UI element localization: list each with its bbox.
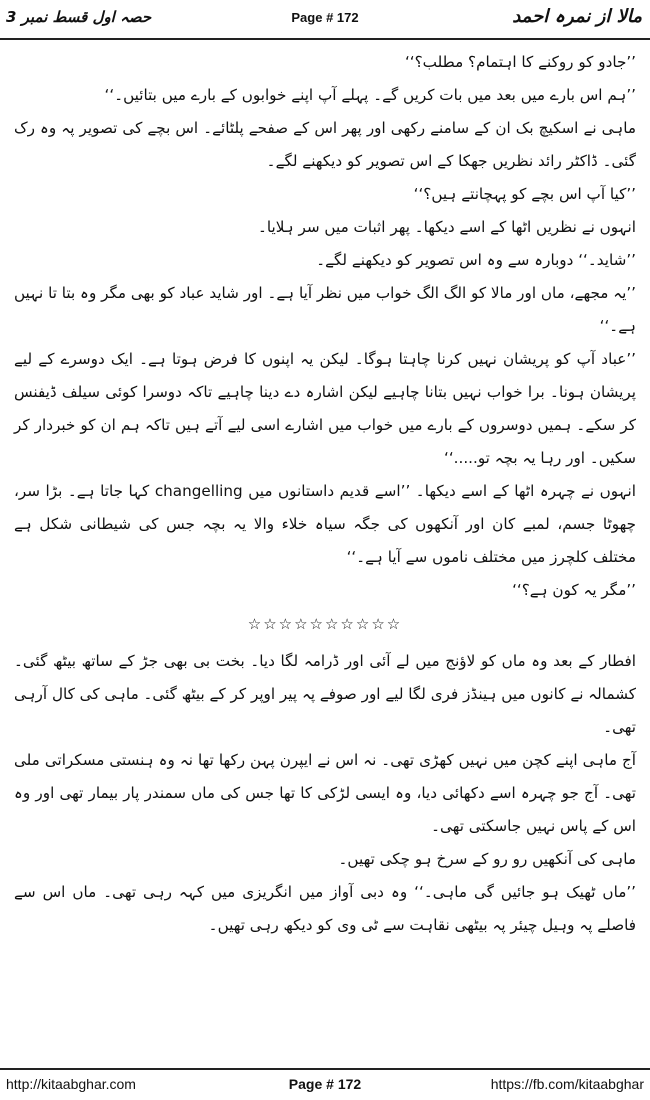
paragraph: ماہی نے اسکیچ بک ان کے سامنے رکھی اور پھر اس کے صفحے پلٹائے۔ اس بچے کی تصویر پہ وہ رک گئی۔ ڈاکٹر رائد نظریں جھکا کے اس تصویر کو دیکھنے لگے۔ [14,119,636,170]
paragraph: انہوں نے چہرہ اٹھا کے اسے دیکھا۔ ’’اسے قدیم داستانوں میں changelling کہا جاتا ہے۔ بڑا سر، چھوٹا جسم، لمبے کان اور آنکھوں کی جگہ سیاہ خلاء والا یہ بچہ جس کی شیطانی شکل ہے مختلف کلچرز میں مختلف ناموں سے آیا ہے۔‘‘ [14,482,636,566]
header-page-number: Page # 172 [291,10,359,25]
paragraph: ’’یہ مجھے، ماں اور مالا کو الگ الگ خواب میں نظر آیا ہے۔ اور شاید عباد کو بھی مگر وہ بتا تا نہیں ہے۔‘‘ [14,284,636,335]
page-footer [0,1068,650,1100]
paragraph: آج ماہی اپنے کچن میں نہیں کھڑی تھی۔ نہ اس نے ایپرن پہن رکھا تھا نہ وہ ہنستی مسکراتی ملی تھی۔ آج جو چہرہ اسے دکھائی دیا، وہ ایسی لڑکی کا تھا جس کی ماں سمندر پار بیمار تھی اور وہ اس کے پاس نہیں جاسکتی تھی۔ [14,751,636,835]
paragraph: انہوں نے نظریں اٹھا کے اسے دیکھا۔ پھر اثبات میں سر ہلایا۔ [257,218,636,236]
header-title: مالا از نمرہ احمد [512,6,642,27]
footer-facebook-link[interactable]: https://fb.com/kitaabghar [490,1076,644,1092]
paragraph: ’’ماں ٹھیک ہو جائیں گی ماہی۔‘‘ وہ دبی آواز میں انگریزی میں کہہ رہی تھی۔ ماں اس سے فاصلے پہ وہیل چیئر پہ بیٹھی نقاہت سے ٹی وی کو دیکھ رہی تھیں۔ [14,883,636,934]
paragraph: ’’جادو کو روکنے کا اہتمام؟ مطلب؟‘‘ [404,53,636,71]
paragraph: ماہی کی آنکھیں رو رو کے سرخ ہو چکی تھیں۔ [338,850,636,868]
page-header [0,0,650,40]
paragraph: ’’مگر یہ کون ہے؟‘‘ [512,581,636,599]
paragraph: ’’عباد آپ کو پریشان نہیں کرنا چاہتا ہوگا۔ لیکن یہ اپنوں کا فرض ہوتا ہے۔ ایک دوسرے کے لیے پریشان ہونا۔ برا خواب نہیں بتانا چاہیے لیکن اشارہ دے دینا چاہیے تاکہ دوسرا کوئی سیلف ڈیفنس کر سکے۔ ہمیں دوسروں کے بارے میں خواب میں اشارے اسی لیے آتے ہیں تاکہ ہم ان کو خبردار کر سکیں۔ اور رہا یہ بچہ تو.....‘‘ [14,350,636,467]
header-section-label: حصہ اول قسط نمبر 3 [6,8,152,26]
section-separator: ☆☆☆☆☆☆☆☆☆☆ [247,615,403,633]
footer-page-number: Page # 172 [288,1076,362,1092]
paragraph: ’’شاید۔‘‘ دوبارہ سے وہ اس تصویر کو دیکھنے لگے۔ [316,251,636,269]
page-body [14,46,636,942]
footer-website-link[interactable]: http://kitaabghar.com [6,1076,136,1092]
paragraph: ’’کیا آپ اس بچے کو پہچانتے ہیں؟‘‘ [413,185,636,203]
paragraph: افطار کے بعد وہ ماں کو لاؤنج میں لے آئی اور ڈرامہ لگا دیا۔ بخت بی بھی جڑ کے ساتھ بیٹھ گئی۔ کشمالہ نے کانوں میں ہینڈز فری لگا لیے اور صوفے پہ پیر اوپر کر کے بیٹھ گئی۔ ماہی کی کال آرہی تھی۔ [14,652,636,736]
paragraph: ’’ہم اس بارے میں بعد میں بات کریں گے۔ پہلے آپ اپنے خوابوں کے بارے میں بتائیں۔‘‘ [104,86,636,104]
